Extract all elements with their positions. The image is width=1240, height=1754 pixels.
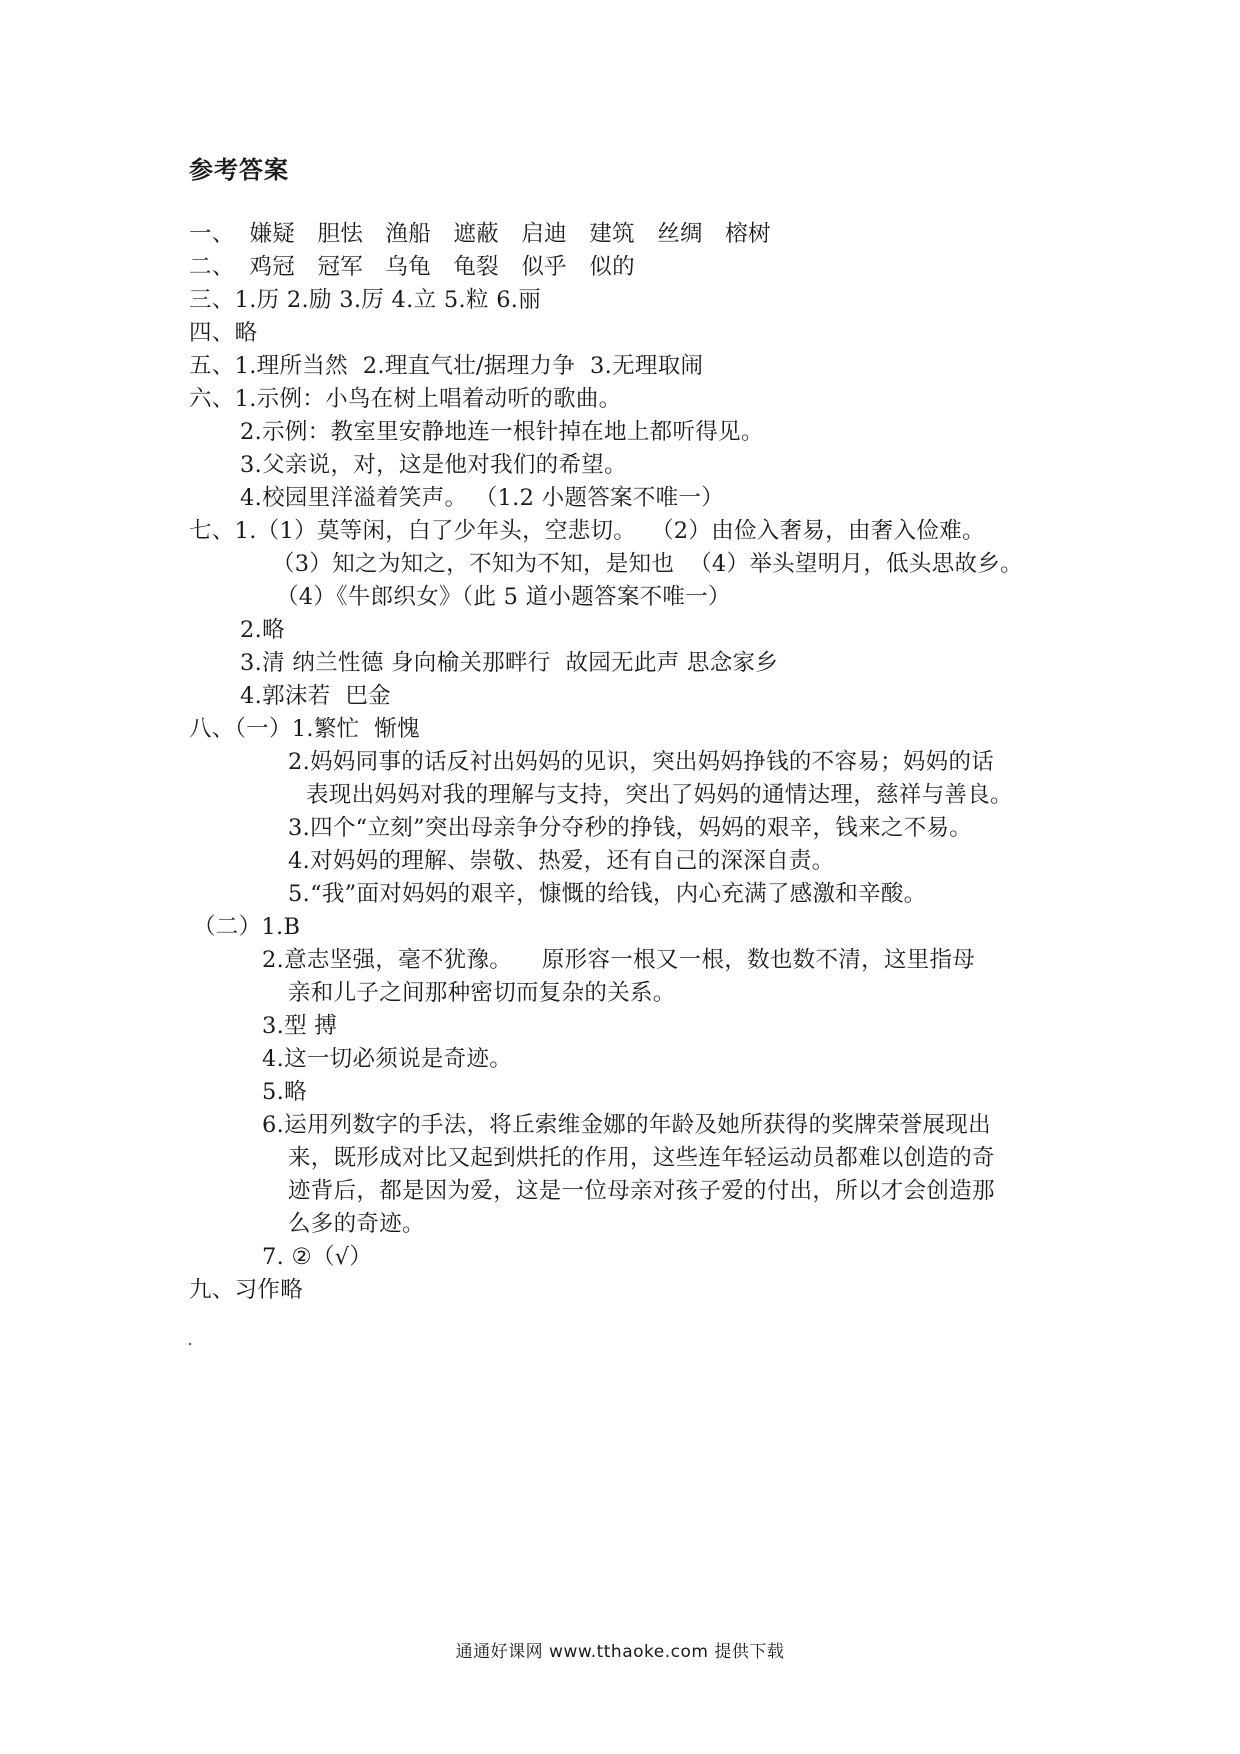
answer-line-15: 4.郭沫若 巴金	[240, 683, 391, 709]
answer-line-3: 三、1.历 2.励 3.厉 4.立 5.粒 6.丽	[189, 287, 542, 313]
answer-line-2: 二、 鸡冠 冠军 乌龟 龟裂 似乎 似的	[189, 254, 635, 280]
answer-line-22: （二）1.B	[193, 914, 301, 940]
answer-line-14: 3.清 纳兰性德 身向榆关那畔行 故园无此声 思念家乡	[240, 650, 779, 676]
answer-line-5: 五、1.理所当然 2.理直气壮/据理力争 3.无理取闹	[189, 353, 704, 379]
answer-line-23: 2.意志坚强，毫不犹豫。 原形容一根又一根，数也数不清，这里指母	[262, 947, 976, 973]
answer-line-8: 3.父亲说，对，这是他对我们的希望。	[240, 452, 627, 478]
answer-line-25: 3.型 搏	[262, 1013, 338, 1039]
answer-line-27: 5.略	[262, 1079, 307, 1105]
answer-line-1: 一、 嫌疑 胆怯 渔船 遮蔽 启迪 建筑 丝绸 榕树	[189, 221, 771, 247]
answer-line-4: 四、略	[189, 320, 258, 346]
answer-line-12: （4）《牛郎织女》（此 5 道小题答案不唯一）	[276, 584, 731, 610]
answer-line-24: 亲和儿子之间那种密切而复杂的关系。	[288, 980, 676, 1006]
answer-line-29: 来，既形成对比又起到烘托的作用，这些连年轻运动员都难以创造的奇	[288, 1145, 995, 1171]
answer-line-6: 六、1.示例：小鸟在树上唱着动听的歌曲。	[189, 386, 622, 412]
page-title: 参考答案	[189, 155, 289, 184]
answer-line-17: 2.妈妈同事的话反衬出妈妈的见识，突出妈妈挣钱的不容易；妈妈的话	[288, 749, 995, 775]
answer-line-11: （3）知之为知之，不知为不知，是知也 （4）举头望明月，低头思故乡。	[272, 551, 1023, 577]
answer-line-20: 4.对妈妈的理解、崇敬、热爱，还有自己的深深自责。	[288, 848, 835, 874]
scan-speck	[189, 1343, 191, 1345]
answer-line-18: 表现出妈妈对我的理解与支持，突出了妈妈的通情达理，慈祥与善良。	[306, 782, 1013, 808]
answer-line-33: 九、习作略	[189, 1277, 304, 1303]
answer-line-16: 八、（一）1.繁忙 惭愧	[189, 716, 420, 742]
footer-credit: 通通好课网 www.tthaoke.com 提供下载	[455, 1642, 785, 1662]
answer-line-31: 么多的奇迹。	[288, 1211, 425, 1237]
answer-line-26: 4.这一切必须说是奇迹。	[262, 1046, 513, 1072]
answer-line-28: 6.运用列数字的手法，将丘索维金娜的年龄及她所获得的奖牌荣誉展现出	[262, 1112, 991, 1138]
answer-line-10: 七、1.（1）莫等闲，白了少年头，空悲切。 （2）由俭入奢易，由奢入俭难。	[189, 518, 985, 544]
answer-line-30: 迹背后，都是因为爱，这是一位母亲对孩子爱的付出，所以才会创造那	[288, 1178, 995, 1204]
answer-line-7: 2.示例：教室里安静地连一根针掉在地上都听得见。	[240, 419, 764, 445]
answer-line-32: 7. ②（√）	[262, 1244, 373, 1270]
answer-line-9: 4.校园里洋溢着笑声。 （1.2 小题答案不唯一）	[240, 485, 725, 511]
answer-line-13: 2.略	[240, 617, 285, 643]
answer-line-19: 3.四个“立刻”突出母亲争分夺秒的挣钱，妈妈的艰辛，钱来之不易。	[288, 815, 973, 841]
answer-line-21: 5.“我”面对妈妈的艰辛，慷慨的给钱，内心充满了感激和辛酸。	[288, 881, 927, 907]
